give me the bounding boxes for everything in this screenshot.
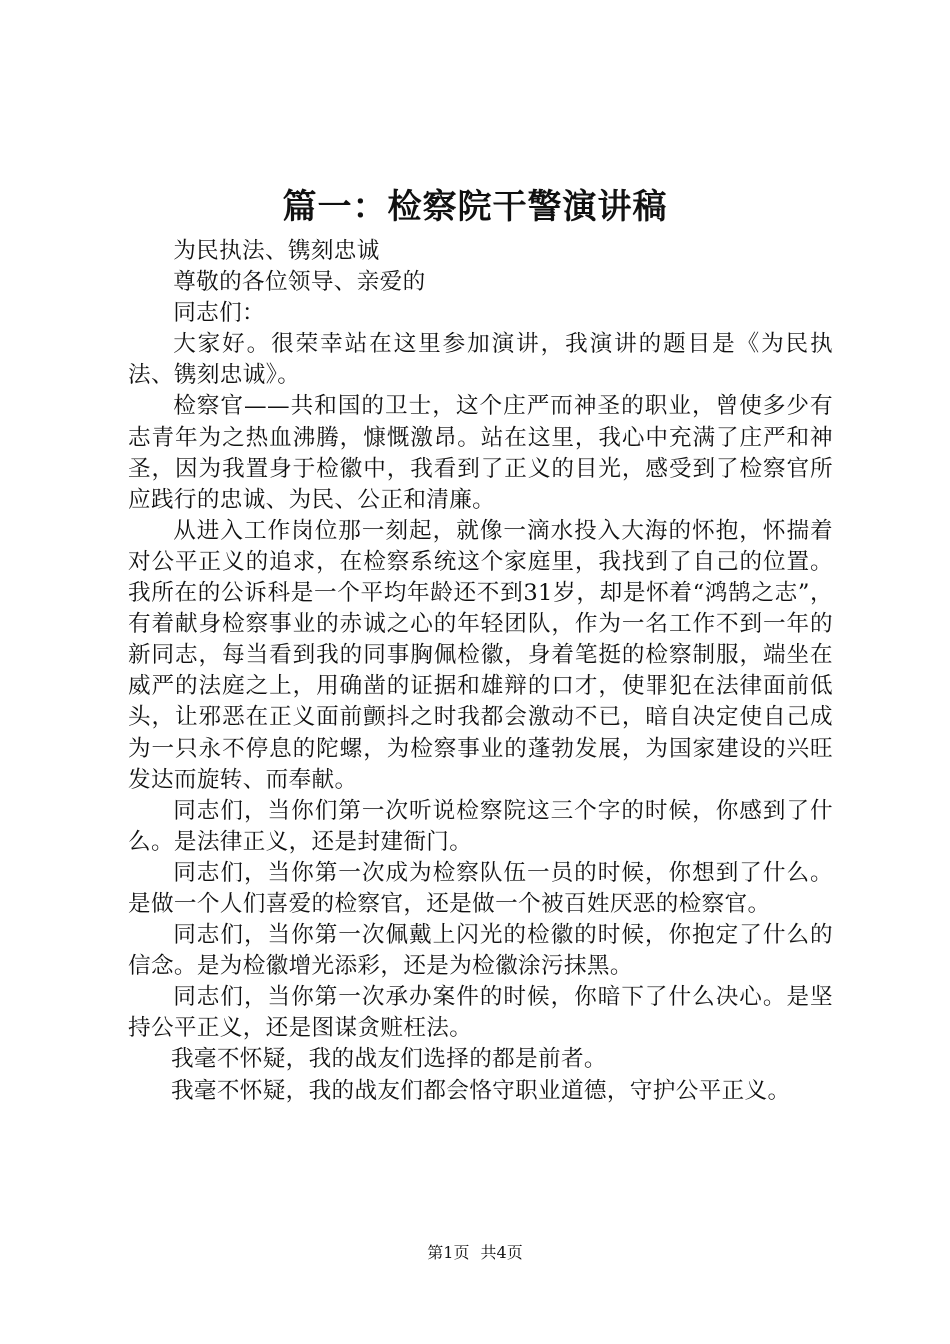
body-paragraph: 检察官——共和国的卫士，这个庄严而神圣的职业，曾使多少有志青年为之热血沸腾，慷慨激昂。站在这里，我心中充满了庄严和神圣，因为我置身于检徽中，我看到了正义的目光，感受到了检察官所应践行的忠诚、为民、公正和清廉。 <box>128 393 833 513</box>
document-title: 篇一：检察院干警演讲稿 <box>282 187 668 227</box>
body-paragraph: 从进入工作岗位那一刻起，就像一滴水投入大海的怀抱，怀揣着对公平正义的追求，在检察系统这个家庭里，我找到了自己的位置。我所在的公诉科是一个平均年龄还不到31岁，却是怀着“鸿鹄之志”，有着献身检察事业的赤诚之心的年轻团队，作为一名工作不到一年的新同志，每当看到我的同事胸佩检徽，身着笔挺的检察制服，端坐在威严的法庭之上，用确凿的证据和雄辩的口才，使罪犯在法律面前低头，让邪恶在正义面前颤抖之时我都会激动不已，暗自决定使自己成为一只永不停息的陀螺，为检察事业的蓬勃发展，为国家建设的兴旺发达而旋转、而奉献。 <box>128 517 833 793</box>
body-paragraph: 我毫不怀疑，我的战友们都会恪守职业道德，守护公平正义。 <box>170 1077 791 1104</box>
page-number: 第1页 <box>427 1243 470 1262</box>
salutation-paragraph: 同志们： <box>173 300 265 327</box>
body-paragraph: 同志们，当你第一次成为检察队伍一员的时候，你想到了什么。是做一个人们喜爱的检察官，还是做一个被百姓厌恶的检察官。 <box>128 859 833 917</box>
page-total: 共4页 <box>480 1243 523 1262</box>
body-paragraph: 同志们，当你们第一次听说检察院这三个字的时候，你感到了什么。是法律正义，还是封建衙门。 <box>128 797 833 855</box>
body-paragraph: 大家好。很荣幸站在这里参加演讲，我演讲的题目是《为民执法、镌刻忠诚》。 <box>128 331 833 389</box>
body-paragraph: 我毫不怀疑，我的战友们选择的都是前者。 <box>170 1046 607 1073</box>
subtitle-paragraph: 为民执法、镌刻忠诚 <box>173 238 380 264</box>
body-paragraph: 同志们，当你第一次承办案件的时候，你暗下了什么决心。是坚持公平正义，还是图谋贪赃枉法。 <box>128 984 833 1042</box>
document-body <box>128 236 833 1107</box>
body-paragraph: 同志们，当你第一次佩戴上闪光的检徽的时候，你抱定了什么的信念。是为检徽增光添彩，还是为检徽涂污抹黑。 <box>128 922 833 980</box>
salutation-paragraph: 尊敬的各位领导、亲爱的 <box>173 269 426 296</box>
page-footer <box>0 1242 950 1264</box>
